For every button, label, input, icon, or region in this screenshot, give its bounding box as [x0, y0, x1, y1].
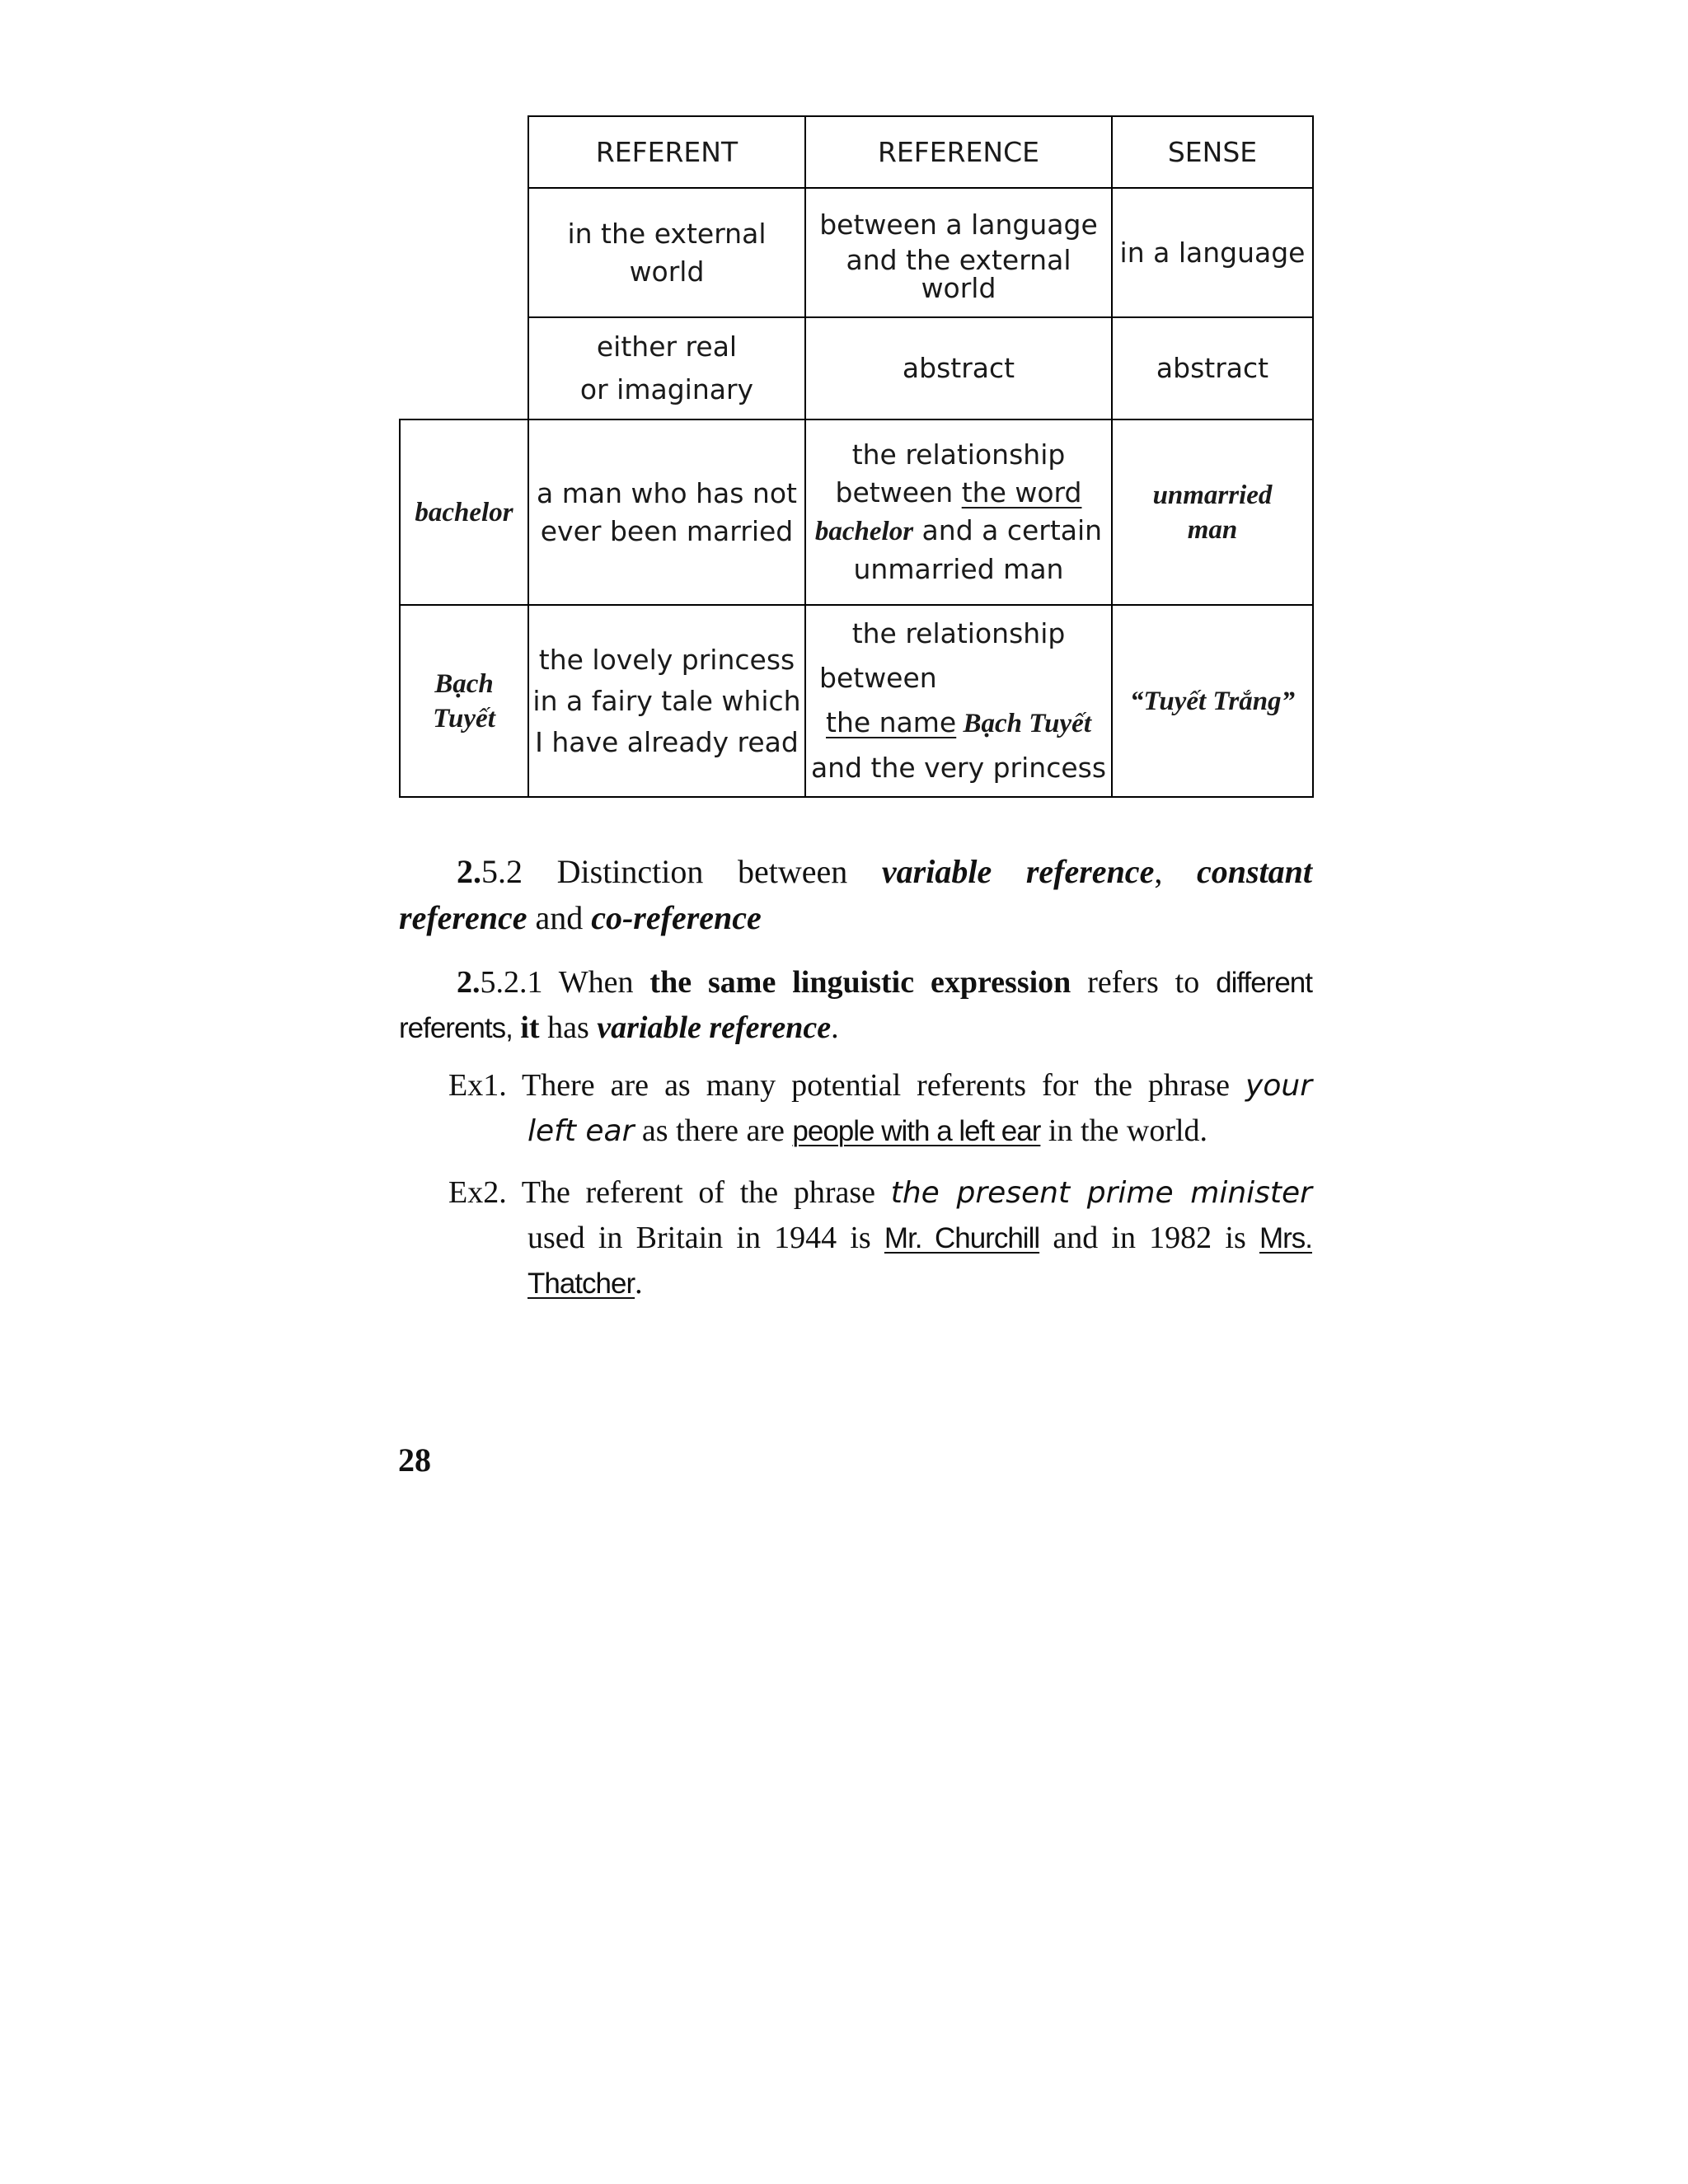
cell-line: man — [1187, 514, 1238, 545]
para-text: 5.2.1 When — [480, 965, 650, 1000]
cell-line: abstract — [1156, 352, 1269, 384]
cell-line — [815, 512, 1102, 551]
para-text: different — [1216, 967, 1312, 999]
cell-line: I have already read — [535, 725, 799, 758]
cell-line: or imaginary — [579, 373, 754, 405]
example-2 — [448, 1170, 1312, 1306]
cell-nature-reference — [806, 318, 1111, 419]
cell-bachelor-referent — [529, 420, 804, 604]
emphasized-term: Bạch Tuyết — [956, 709, 1091, 738]
cell-line: a man who has not — [537, 476, 797, 509]
row-label-bach-tuyet — [401, 606, 528, 796]
cell-bachelor-reference — [806, 420, 1111, 604]
paragraph-line — [399, 960, 1312, 1005]
table-rule — [1312, 115, 1314, 798]
para-text — [513, 1010, 521, 1045]
cell-line: and the external — [846, 243, 1071, 276]
cell-line: in a language — [1119, 236, 1306, 269]
header-reference — [806, 117, 1111, 187]
cell-bachelor-sense — [1113, 420, 1312, 604]
cell-line: in the external — [567, 217, 767, 250]
row-label: Tuyết — [433, 703, 495, 733]
cell-line: the relationship — [851, 438, 1066, 471]
example-label: Ex2. — [448, 1175, 507, 1210]
cell-text: between — [835, 476, 962, 509]
cell-nature-sense — [1113, 318, 1312, 419]
header-label: REFERENCE — [878, 135, 1039, 168]
cell-location-reference — [806, 189, 1111, 316]
cell-line: in a fairy tale which — [532, 684, 801, 717]
example-1 — [448, 1063, 1312, 1154]
cell-line: unmarried — [1152, 480, 1273, 510]
cell-line: either real — [596, 330, 738, 363]
example-text: The referent of the phrase — [506, 1175, 891, 1210]
cell-line: the lovely princess — [538, 643, 795, 676]
cell-line: abstract — [902, 352, 1015, 384]
section-heading — [399, 849, 1312, 941]
heading-line — [399, 895, 1312, 941]
example-line — [448, 1108, 1312, 1154]
example-text: There are as many potential referents for the phrase — [506, 1068, 1246, 1103]
header-referent — [529, 117, 804, 187]
example-phrase: left ear — [528, 1114, 635, 1148]
cell-line — [826, 701, 1091, 746]
para-text: . — [831, 1010, 839, 1045]
bold-word: it — [520, 1010, 540, 1045]
cell-line: world — [921, 271, 996, 304]
example-line — [448, 1216, 1312, 1261]
bold-phrase: the same linguistic expression — [649, 965, 1071, 1000]
cell-bachtuyet-reference — [806, 606, 1111, 796]
header-label: SENSE — [1167, 135, 1258, 168]
page-number: 28 — [398, 1441, 431, 1479]
heading-term: reference — [399, 899, 528, 936]
cell-line: ever been married — [540, 514, 794, 547]
heading-text: , — [1154, 853, 1197, 890]
example-text: in the world. — [1040, 1113, 1208, 1148]
example-line — [448, 1170, 1312, 1216]
cell-line — [836, 474, 1082, 512]
heading-number-bold: 2. — [457, 853, 481, 890]
cell-bachtuyet-referent — [529, 606, 804, 796]
header-sense — [1113, 117, 1312, 187]
para-text: refers to — [1071, 965, 1217, 1000]
example-text: and in 1982 is — [1039, 1221, 1259, 1255]
row-label-bachelor — [401, 420, 528, 604]
term-variable-reference: variable reference — [597, 1010, 832, 1045]
example-phrase: your — [1245, 1069, 1312, 1103]
cell-line: between a language — [819, 208, 1098, 241]
heading-text: and — [527, 899, 592, 936]
underlined-phrase: Mr. Churchill — [884, 1222, 1040, 1254]
row-label: bachelor — [415, 497, 513, 527]
emphasized-term: bachelor — [814, 517, 914, 546]
example-phrase: the present prime minister — [890, 1176, 1312, 1210]
example-line — [448, 1261, 1312, 1306]
underlined-term: the word — [961, 476, 1082, 509]
heading-term: variable reference — [881, 853, 1155, 890]
cell-location-referent — [529, 189, 804, 316]
heading-line — [399, 849, 1312, 895]
example-text: used in Britain in 1944 is — [528, 1221, 884, 1255]
subsection-paragraph — [399, 960, 1312, 1051]
example-text: . — [635, 1266, 643, 1301]
cell-line: world — [629, 255, 705, 288]
cell-bachtuyet-sense — [1113, 606, 1312, 796]
header-label: REFERENT — [595, 135, 738, 168]
cell-location-sense — [1113, 189, 1312, 316]
para-text: has — [539, 1010, 598, 1045]
paragraph-line — [399, 1005, 1312, 1051]
sub-number-bold: 2. — [457, 965, 481, 1000]
row-label: Bạch — [434, 668, 494, 699]
heading-term: constant — [1196, 853, 1312, 890]
example-label: Ex1. — [448, 1068, 507, 1103]
cell-line: unmarried man — [853, 553, 1064, 585]
example-line — [448, 1063, 1312, 1108]
cell-line: and the very princess — [810, 752, 1107, 784]
cell-line: the relationship — [851, 617, 1066, 649]
cell-text: and a certain — [913, 514, 1103, 546]
underlined-phrase: people with a left ear — [792, 1115, 1041, 1147]
cell-line: “Tuyết Trắng” — [1129, 686, 1296, 716]
example-text: as there are — [634, 1113, 793, 1148]
para-text: referents, — [399, 1012, 513, 1044]
heading-term: co-reference — [591, 899, 762, 936]
cell-line: between — [819, 662, 937, 694]
underlined-phrase: Thatcher — [528, 1268, 635, 1300]
table-rule — [399, 796, 1314, 798]
cell-nature-referent — [529, 318, 804, 419]
heading-text: 5.2 Distinction between — [481, 853, 882, 890]
underlined-term: the name — [826, 706, 957, 738]
underlined-phrase: Mrs. — [1259, 1222, 1312, 1254]
